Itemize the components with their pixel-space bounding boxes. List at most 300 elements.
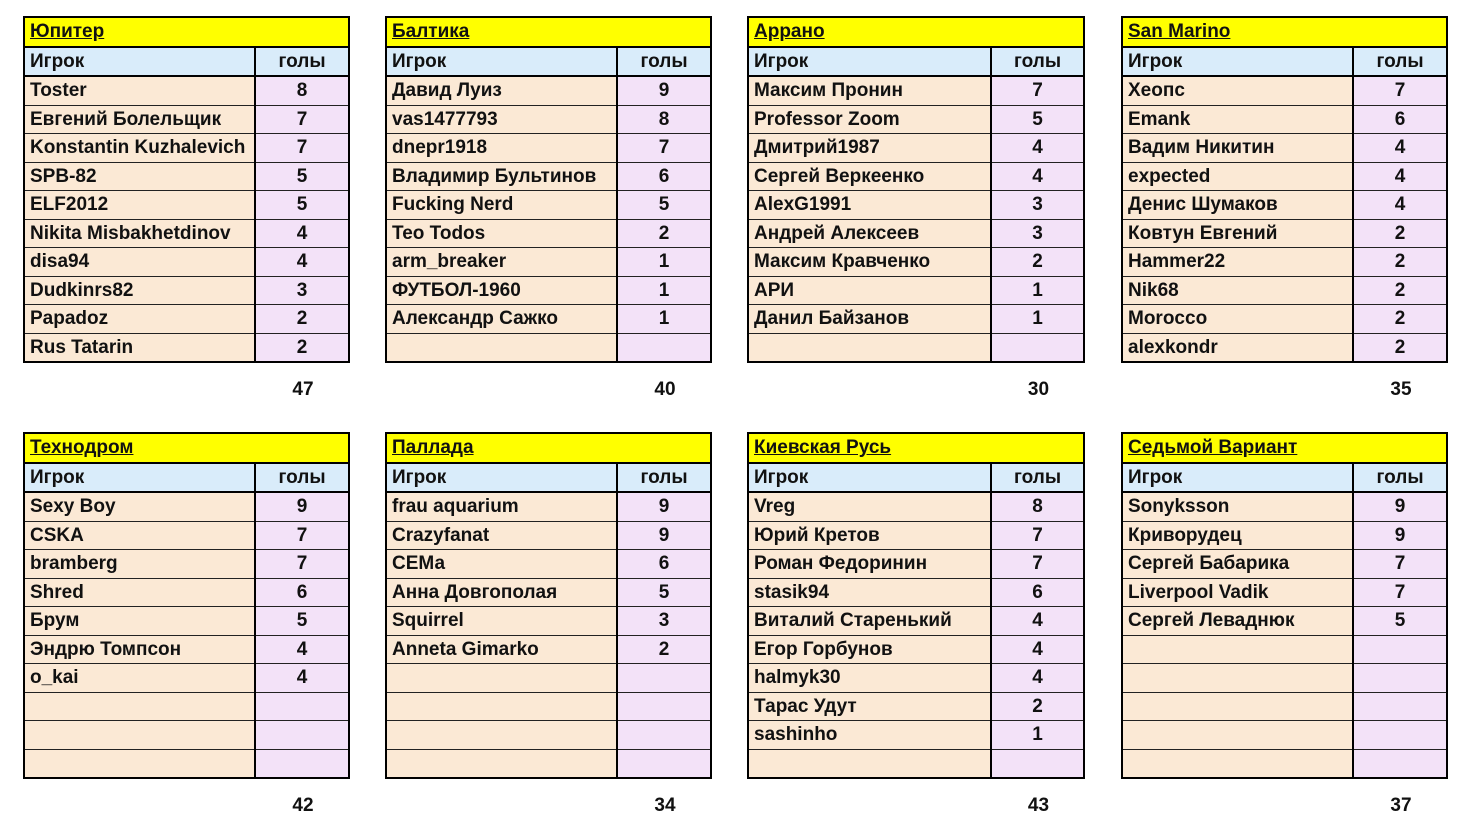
player-goals: 2 [991, 248, 1084, 277]
player-name: Роман Федоринин [748, 550, 991, 579]
player-goals [255, 692, 349, 721]
goals-column-header: голы [991, 463, 1084, 493]
goals-table [747, 16, 1085, 363]
player-name: Хеопс [1122, 76, 1353, 105]
table-row [1122, 492, 1447, 521]
table-row [24, 162, 349, 191]
player-name: СЕМа [386, 550, 617, 579]
table-row [748, 721, 1084, 750]
player-goals: 6 [617, 162, 711, 191]
player-goals: 5 [1353, 607, 1447, 636]
player-column-header: Игрок [24, 463, 255, 493]
player-goals: 7 [1353, 550, 1447, 579]
player-goals [1353, 721, 1447, 750]
table-row [24, 219, 349, 248]
player-name: vas1477793 [386, 105, 617, 134]
player-goals: 7 [255, 521, 349, 550]
table-row [748, 219, 1084, 248]
player-name: Юрий Кретов [748, 521, 991, 550]
team-table [23, 432, 350, 779]
table-row [748, 305, 1084, 334]
player-name: Emank [1122, 105, 1353, 134]
team-name: Технодром [24, 433, 349, 463]
player-name: halmyk30 [748, 664, 991, 693]
table-row [24, 333, 349, 362]
player-name: o_kai [24, 664, 255, 693]
player-name: stasik94 [748, 578, 991, 607]
player-goals: 2 [255, 305, 349, 334]
goals-table [23, 16, 350, 363]
table-row [748, 134, 1084, 163]
player-goals [617, 692, 711, 721]
player-goals: 4 [991, 134, 1084, 163]
team-name: Балтика [386, 17, 711, 47]
team-total: 43 [1027, 795, 1050, 816]
player-name: Nikita Misbakhetdinov [24, 219, 255, 248]
player-name: disa94 [24, 248, 255, 277]
player-goals: 2 [1353, 219, 1447, 248]
table-row [748, 692, 1084, 721]
team-table [747, 432, 1085, 779]
table-row [386, 105, 711, 134]
player-name: Sonyksson [1122, 492, 1353, 521]
header-row [24, 463, 349, 493]
header-row [748, 463, 1084, 493]
table-row [1122, 749, 1447, 778]
goals-column-header: голы [1353, 47, 1447, 77]
player-name [1122, 721, 1353, 750]
player-goals: 4 [991, 162, 1084, 191]
player-name: Konstantin Kuzhalevich [24, 134, 255, 163]
team-name: Аррано [748, 17, 1084, 47]
player-goals: 3 [991, 219, 1084, 248]
header-row [386, 463, 711, 493]
player-goals: 4 [1353, 191, 1447, 220]
player-name: Nik68 [1122, 276, 1353, 305]
player-name: Teo Todos [386, 219, 617, 248]
player-name: arm_breaker [386, 248, 617, 277]
player-goals: 4 [255, 219, 349, 248]
goals-column-header: голы [255, 463, 349, 493]
table-row [24, 749, 349, 778]
table-row [1122, 721, 1447, 750]
player-goals: 8 [991, 492, 1084, 521]
table-row [748, 105, 1084, 134]
table-row [1122, 219, 1447, 248]
player-name: Rus Tatarin [24, 333, 255, 362]
player-goals: 9 [1353, 521, 1447, 550]
table-row [748, 333, 1084, 362]
table-row [748, 521, 1084, 550]
table-row [1122, 248, 1447, 277]
player-name: ФУТБОЛ-1960 [386, 276, 617, 305]
team-total: 40 [654, 379, 676, 400]
goals-table [747, 432, 1085, 779]
player-name: Сергей Веркеенко [748, 162, 991, 191]
table-row [1122, 692, 1447, 721]
goals-column-header: голы [255, 47, 349, 77]
player-name [386, 333, 617, 362]
goals-table [23, 432, 350, 779]
team-title-row [748, 17, 1084, 47]
player-goals [1353, 635, 1447, 664]
player-name [24, 749, 255, 778]
team-total: 42 [292, 795, 314, 816]
player-name: Анна Довгополая [386, 578, 617, 607]
player-name: Hammer22 [1122, 248, 1353, 277]
header-row [1122, 47, 1447, 77]
team-table [747, 16, 1085, 363]
player-goals: 3 [991, 191, 1084, 220]
table-row [24, 521, 349, 550]
team-title-row [24, 433, 349, 463]
table-row [386, 635, 711, 664]
table-row [386, 607, 711, 636]
table-row [24, 721, 349, 750]
player-goals: 2 [617, 219, 711, 248]
table-row [748, 76, 1084, 105]
team-name: Киевская Русь [748, 433, 1084, 463]
player-goals [617, 333, 711, 362]
table-row [1122, 305, 1447, 334]
table-row [748, 550, 1084, 579]
player-name: Papadoz [24, 305, 255, 334]
player-name: expected [1122, 162, 1353, 191]
player-goals [617, 749, 711, 778]
table-row [1122, 276, 1447, 305]
player-goals: 9 [255, 492, 349, 521]
table-row [1122, 635, 1447, 664]
table-row [386, 162, 711, 191]
player-name: Максим Пронин [748, 76, 991, 105]
player-name: bramberg [24, 550, 255, 579]
table-row [386, 191, 711, 220]
player-goals: 7 [255, 134, 349, 163]
table-row [386, 305, 711, 334]
player-name [748, 749, 991, 778]
player-name: Андрей Алексеев [748, 219, 991, 248]
player-goals: 8 [255, 76, 349, 105]
goals-column-header: голы [1353, 463, 1447, 493]
player-name: dnepr1918 [386, 134, 617, 163]
player-goals: 1 [991, 721, 1084, 750]
player-goals: 2 [1353, 276, 1447, 305]
player-name: Crazyfanat [386, 521, 617, 550]
team-table [385, 16, 712, 363]
player-goals [1353, 749, 1447, 778]
player-goals: 1 [617, 248, 711, 277]
team-table [23, 16, 350, 363]
player-column-header: Игрок [748, 463, 991, 493]
header-row [386, 47, 711, 77]
player-goals: 9 [617, 76, 711, 105]
player-goals: 1 [617, 276, 711, 305]
player-goals: 2 [617, 635, 711, 664]
player-name: ELF2012 [24, 191, 255, 220]
player-name: Криворудец [1122, 521, 1353, 550]
player-name: Максим Кравченко [748, 248, 991, 277]
player-column-header: Игрок [386, 47, 617, 77]
table-row [386, 749, 711, 778]
table-row [386, 276, 711, 305]
player-name [748, 333, 991, 362]
team-table [1121, 16, 1448, 363]
header-row [748, 47, 1084, 77]
table-row [1122, 607, 1447, 636]
table-row [1122, 550, 1447, 579]
player-name: Squirrel [386, 607, 617, 636]
team-total: 35 [1390, 379, 1412, 400]
table-row [386, 721, 711, 750]
player-name: Тарас Удут [748, 692, 991, 721]
team-name: Юпитер [24, 17, 349, 47]
player-name [386, 692, 617, 721]
player-goals: 4 [255, 248, 349, 277]
player-goals: 5 [255, 607, 349, 636]
table-row [386, 333, 711, 362]
player-name: alexkondr [1122, 333, 1353, 362]
table-row [386, 550, 711, 579]
table-row [748, 492, 1084, 521]
table-row [386, 76, 711, 105]
player-goals: 3 [255, 276, 349, 305]
table-row [1122, 333, 1447, 362]
player-name: SPB-82 [24, 162, 255, 191]
player-goals [1353, 664, 1447, 693]
player-name: Владимир Бультинов [386, 162, 617, 191]
player-name: Вадим Никитин [1122, 134, 1353, 163]
player-name: AlexG1991 [748, 191, 991, 220]
player-name: Сергей Бабарика [1122, 550, 1353, 579]
table-row [386, 248, 711, 277]
player-goals: 4 [991, 635, 1084, 664]
table-row [1122, 76, 1447, 105]
player-goals: 7 [255, 105, 349, 134]
table-row [386, 578, 711, 607]
team-title-row [386, 433, 711, 463]
table-row [24, 191, 349, 220]
table-row [386, 492, 711, 521]
player-goals: 2 [255, 333, 349, 362]
player-name: Sexy Boy [24, 492, 255, 521]
player-goals: 4 [255, 635, 349, 664]
player-goals [991, 333, 1084, 362]
goals-table [385, 432, 712, 779]
player-goals: 6 [255, 578, 349, 607]
team-name: San Marino [1122, 17, 1447, 47]
player-goals: 7 [991, 76, 1084, 105]
goals-column-header: голы [617, 47, 711, 77]
player-name: Shred [24, 578, 255, 607]
player-name: Ковтун Евгений [1122, 219, 1353, 248]
player-name: Fucking Nerd [386, 191, 617, 220]
player-goals: 4 [1353, 162, 1447, 191]
player-name: Morocco [1122, 305, 1353, 334]
table-row [1122, 664, 1447, 693]
player-name: Эндрю Томпсон [24, 635, 255, 664]
header-row [1122, 463, 1447, 493]
player-name: Егор Горбунов [748, 635, 991, 664]
player-goals [617, 721, 711, 750]
player-name [386, 664, 617, 693]
player-goals: 5 [991, 105, 1084, 134]
player-name: Anneta Gimarko [386, 635, 617, 664]
table-row [1122, 134, 1447, 163]
player-name: Брум [24, 607, 255, 636]
player-goals: 7 [1353, 76, 1447, 105]
player-goals: 9 [1353, 492, 1447, 521]
player-name: Сергей Леваднюк [1122, 607, 1353, 636]
team-title-row [748, 433, 1084, 463]
team-title-row [1122, 17, 1447, 47]
team-title-row [24, 17, 349, 47]
table-row [748, 607, 1084, 636]
player-name: АРИ [748, 276, 991, 305]
player-name: Виталий Старенький [748, 607, 991, 636]
player-name: Liverpool Vadik [1122, 578, 1353, 607]
player-name: Дмитрий1987 [748, 134, 991, 163]
player-goals: 7 [991, 550, 1084, 579]
player-name [1122, 664, 1353, 693]
player-name [24, 692, 255, 721]
table-row [386, 134, 711, 163]
player-goals: 4 [991, 664, 1084, 693]
table-row [24, 578, 349, 607]
table-row [748, 276, 1084, 305]
goals-table [1121, 16, 1448, 363]
goals-table [385, 16, 712, 363]
team-title-row [386, 17, 711, 47]
goals-column-header: голы [991, 47, 1084, 77]
table-row [748, 749, 1084, 778]
player-goals: 4 [1353, 134, 1447, 163]
header-row [24, 47, 349, 77]
table-row [24, 105, 349, 134]
player-goals: 7 [1353, 578, 1447, 607]
table-row [24, 76, 349, 105]
table-row [386, 692, 711, 721]
player-goals: 8 [617, 105, 711, 134]
table-row [24, 664, 349, 693]
player-name: Данил Байзанов [748, 305, 991, 334]
player-name: frau aquarium [386, 492, 617, 521]
player-goals [991, 749, 1084, 778]
player-goals [617, 664, 711, 693]
player-goals: 9 [617, 492, 711, 521]
player-name [1122, 749, 1353, 778]
table-row [24, 607, 349, 636]
team-total: 37 [1390, 795, 1412, 816]
player-goals: 1 [991, 305, 1084, 334]
player-goals: 1 [617, 305, 711, 334]
player-name [386, 721, 617, 750]
player-column-header: Игрок [1122, 463, 1353, 493]
player-column-header: Игрок [24, 47, 255, 77]
player-goals: 2 [991, 692, 1084, 721]
player-goals: 5 [617, 191, 711, 220]
table-row [1122, 191, 1447, 220]
team-total: 30 [1027, 379, 1050, 400]
player-name [1122, 635, 1353, 664]
table-row [24, 550, 349, 579]
table-row [24, 305, 349, 334]
team-name: Паллада [386, 433, 711, 463]
player-goals: 5 [617, 578, 711, 607]
table-row [24, 692, 349, 721]
player-name: sashinho [748, 721, 991, 750]
table-row [1122, 578, 1447, 607]
player-name: Давид Луиз [386, 76, 617, 105]
player-goals: 2 [1353, 333, 1447, 362]
table-row [748, 578, 1084, 607]
player-goals: 6 [1353, 105, 1447, 134]
table-row [24, 248, 349, 277]
player-goals: 9 [617, 521, 711, 550]
team-total: 34 [654, 795, 676, 816]
player-goals: 4 [991, 607, 1084, 636]
player-name [24, 721, 255, 750]
player-name: Dudkinrs82 [24, 276, 255, 305]
player-goals [255, 721, 349, 750]
player-name: Toster [24, 76, 255, 105]
table-row [24, 134, 349, 163]
player-goals: 5 [255, 191, 349, 220]
table-row [748, 191, 1084, 220]
player-goals: 2 [1353, 248, 1447, 277]
player-column-header: Игрок [1122, 47, 1353, 77]
player-goals: 7 [617, 134, 711, 163]
table-row [386, 664, 711, 693]
player-name [386, 749, 617, 778]
player-goals: 6 [991, 578, 1084, 607]
team-table [1121, 432, 1448, 779]
table-row [748, 248, 1084, 277]
player-goals: 5 [255, 162, 349, 191]
table-row [24, 276, 349, 305]
team-total: 47 [292, 379, 314, 400]
player-name: Евгений Болельщик [24, 105, 255, 134]
player-goals: 6 [617, 550, 711, 579]
table-row [386, 219, 711, 248]
player-goals: 4 [255, 664, 349, 693]
team-table [385, 432, 712, 779]
player-name: Денис Шумаков [1122, 191, 1353, 220]
table-row [748, 664, 1084, 693]
table-row [748, 635, 1084, 664]
player-name: Vreg [748, 492, 991, 521]
player-goals: 2 [1353, 305, 1447, 334]
player-goals: 7 [255, 550, 349, 579]
table-row [24, 492, 349, 521]
table-row [386, 521, 711, 550]
goals-column-header: голы [617, 463, 711, 493]
team-name: Седьмой Вариант [1122, 433, 1447, 463]
player-column-header: Игрок [748, 47, 991, 77]
goals-table [1121, 432, 1448, 779]
player-goals: 1 [991, 276, 1084, 305]
player-name [1122, 692, 1353, 721]
player-goals: 7 [991, 521, 1084, 550]
player-name: Александр Сажко [386, 305, 617, 334]
table-row [1122, 105, 1447, 134]
player-goals [1353, 692, 1447, 721]
player-column-header: Игрок [386, 463, 617, 493]
player-goals: 3 [617, 607, 711, 636]
table-row [1122, 521, 1447, 550]
player-name: CSKA [24, 521, 255, 550]
team-title-row [1122, 433, 1447, 463]
player-name: Professor Zoom [748, 105, 991, 134]
